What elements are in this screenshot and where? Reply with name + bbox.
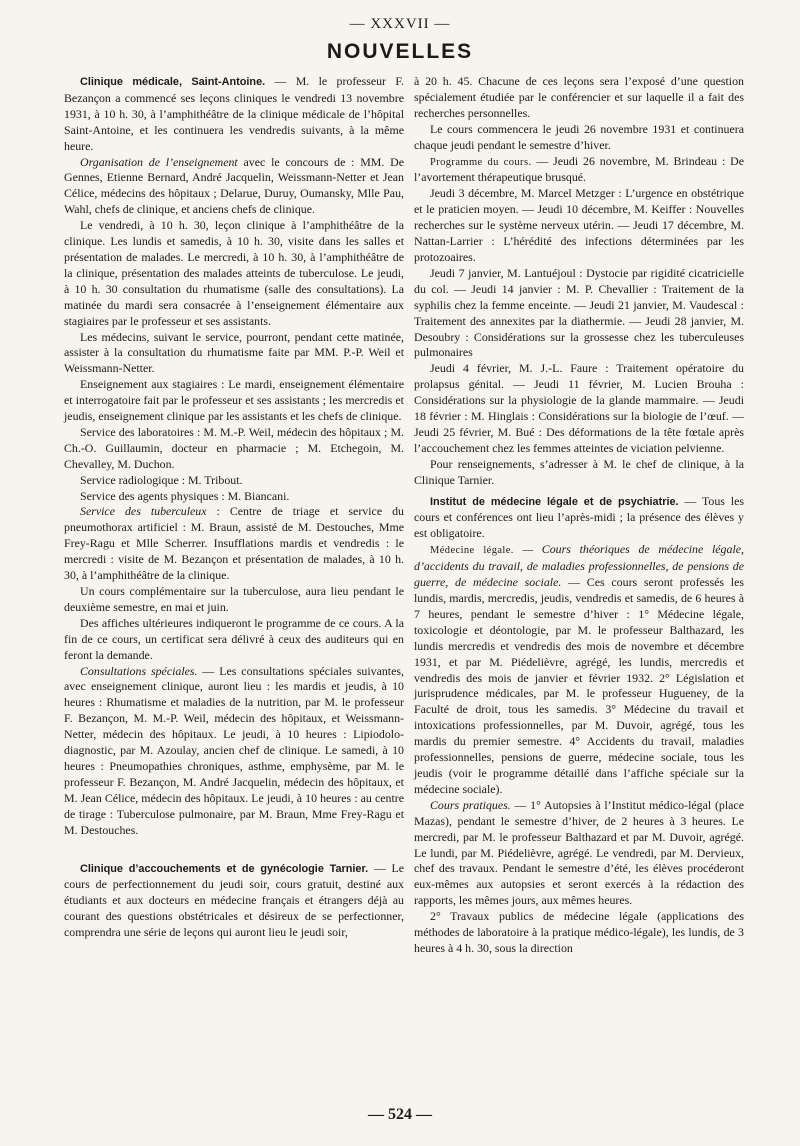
roman-page-number: — XXXVII —: [349, 16, 451, 32]
paragraph: Cours pratiques. — 1° Autopsies à l’Institut médico-légal (place Mazas), pendant le semestre d’hiver, de 2 heures à 3 heures. Le mercredi, par M. le professeur Balthazard et par M. Duvoir, agrégé. Le lundi, par M. Piédelièvre, agrégé. Le vendredi, par M. Dervieux, chef des travaux. Pendant le semestre d’été, les élèves procéderont eux-mêmes aux autopsies et seront exercés à la rédaction des rapports, les mêmes jours, aux mêmes heures.: [414, 797, 744, 908]
paragraph: Service radiologique : M. Tribout.: [80, 472, 243, 487]
paragraph: à 20 h. 45. Chacune de ces leçons sera l’exposé d’une question spécialement étudiée par le conférencier et sur laquelle il a fait des recherches personnelles.: [414, 74, 744, 120]
paragraph: Service des tuberculeux : Centre de triage et service du pneumothorax artificiel : M. Braun, assisté de M. Destouches, Mme Frey-Ragu et Mlle Scherrer. Insufflations mardis et vendredis : le mercredi : visite de M. Bezançon et présentation de malades, à 10 h. 30, à l’amphithéâtre de la clinique.: [64, 504, 404, 583]
paragraph: Enseignement aux stagiaires : Le mardi, enseignement élémentaire et interrogatoire fait par le professeur et ses assistants ; les mercredis et jeudis, enseignement clinique par les assistants et les chefs de clinique.: [64, 377, 404, 424]
paragraph: Les médecins, suivant le service, pourront, pendant cette matinée, assister à la consultation du rhumatisme faite par MM. P.-P. Weil et Weissmann-Netter.: [64, 329, 404, 376]
paragraph: 2° Travaux publics de médecine légale (applications des méthodes de laboratoire à la pratique médico-légale), les lundis, de 3 heures à 4 h. 30, sous la direction: [414, 909, 744, 955]
left-column: [64, 74, 404, 941]
paragraph: Jeudi 3 décembre, M. Marcel Metzger : L’urgence en obstétrique et le praticien moyen. — Jeudi 10 décembre, M. Keiffer : Nouvelles recherches sur le système nerveux utérin. — Jeudi 17 décembre, M. Nattan-Larrier : L’hérédité des infections déterminées par les protozoaires.: [414, 186, 744, 264]
paragraph: Clinique d’accouchements et de gynécologie Tarnier. — Le cours de perfectionnement du jeudi soir, cours gratuit, destiné aux étudiants et aux docteurs en médecine français et étrangers déjà au courant des questions obstétricales et désireux de se perfectionner, comprendra une série de leçons qui auront lieu le jeudi soir,: [64, 860, 404, 940]
paragraph: Programme du cours. — Jeudi 26 novembre, M. Brindeau : De l’avortement thérapeutique brusqué.: [414, 153, 744, 185]
rubric-heading: Clinique d’accouchements et de gynécologie Tarnier.: [80, 862, 369, 875]
paragraph: Institut de médecine légale et de psychiatrie. — Tous les cours et conférences ont lieu l’après-midi ; la présence des élèves y est obligatoire.: [414, 493, 744, 541]
paragraph: Consultations spéciales. — Les consultations spéciales suivantes, avec enseignement clinique, auront lieu : les mardis et jeudis, à 10 heures : Rhumatisme et maladies de la nutrition, par M. le professeur F. Bezançon, M. M.-P. Weil, médecin des hôpitaux, et Weissmann-Netter, médecin des hôpitaux. Le jeudi, à 10 heures : Lipiodolo-diagnostic, par M. Azoulay, ancien chef de clinique. Le samedi, à 10 heures : Pneumopathies chroniques, asthme, emphysème, par M. le professeur F. Bezançon, M. André Jacquelin, médecin des hôpitaux, et M. Jean Célice, médecin des hôpitaux. Le jeudi, à 10 heures : au centre de tirage : Tuberculose pulmonaire, par M. Braun, Mme Frey-Ragu et M. Destouches.: [64, 663, 404, 837]
rubric-heading: Clinique médicale, Saint-Antoine.: [80, 76, 266, 88]
paragraph: Jeudi 7 janvier, M. Lantuéjoul : Dystocie par rigidité cicatricielle du col. — Jeudi 14 janvier : M. P. Chevallier : Traitement de la syphilis chez la femme enceinte. — Jeudi 21 janvier, M. Vaudescal : Traitement des annexites par la diathermie. — Jeudi 28 janvier, M. Desoubry : Considérations sur la grossesse chez les tuberculeuses pulmonaires: [414, 265, 744, 360]
rubric-heading: Institut de médecine légale et de psychiatrie.: [430, 495, 679, 508]
paragraph: Service des agents physiques : M. Biancani.: [80, 488, 290, 503]
paragraph: Le cours commencera le jeudi 26 novembre 1931 et continuera chaque jeudi pendant le semestre d’hiver.: [414, 121, 744, 152]
paragraph: Des affiches ultérieures indiqueront le programme de ce cours. A la fin de ce cours, un certificat sera délivré à ceux des auditeurs qui en feront la demande.: [64, 615, 404, 662]
paragraph: Un cours complémentaire sur la tuberculose, aura lieu pendant le deuxième semestre, en mai et juin.: [64, 584, 404, 614]
paragraph: Pour renseignements, s’adresser à M. le chef de clinique, à la Clinique Tarnier.: [414, 456, 744, 487]
paragraph: Organisation de l’enseignement avec le concours de : MM. De Gennes, Etienne Bernard, André Jacquelin, Weissmann-Netter et Jean Célice, médecins des hôpitaux ; Delarue, Duruy, Oumansky, Mlle Pau, Wahl, chefs de clinique, et anciens chefs de clinique.: [64, 154, 404, 217]
paragraph: Jeudi 4 février, M. J.-L. Faure : Traitement opératoire du prolapsus génital. — Jeudi 11 février, M. Lucien Brouha : Considérations sur la physiologie de la glande mammaire. — Jeudi 18 février : M. Hinglais : Considérations sur la biologie de l’œuf. — Jeudi 25 février, M. Bué : Des déformations de la tête fœtale après l’accouchement chez les femmes atteintes de viciation pelvienne.: [414, 361, 744, 455]
right-column: [414, 74, 744, 957]
paragraph: Médecine légale. — Cours théoriques de médecine légale, d’accidents du travail, de maladies professionnelles, de pensions de guerre, de médecine sociale. — Ces cours seront professés les lundis, mardis, mercredis, jeudis, vendredis et samedis, de 6 heures à 7 heures, pendant le semestre d’hiver : 1° Médecine légale, toxicologie et déontologie, par M. le professeur Balthazard, les lundis mercredis et vendredis des mois de novembre et décembre 1931, et par M. Piédelièvre, agrégé, les lundis, mercredis et vendredis des mois de janvier et février 1932. 2° Législation et jurisprudence médicales, par M. le professeur Hugueney, de la Faculté de droit, tous les samedis. 3° Médecine du travail et intoxications professionnelles, par M. Duvoir, agrégé, tous les mardis du premier semestre. 4° Accidents du travail, maladies professionnelles, pensions de guerre, médecine sociale, tous les jeudis (voir le programme détaillé dans l’affiche spéciale sur la médecine sociale).: [414, 542, 744, 796]
section-title: NOUVELLES: [326, 40, 474, 63]
page-number: — 524 —: [368, 1106, 432, 1123]
paragraph: Clinique médicale, Saint-Antoine. — M. le professeur F. Bezançon a commencé ses leçons cliniques le vendredi 13 novembre 1931, à 10 h. 30, à l’amphithéâtre de la clinique médicale de l’hôpital Saint-Antoine, et les continuera les vendredis suivants, à la même heure.: [64, 74, 404, 153]
paragraph: Le vendredi, à 10 h. 30, leçon clinique à l’amphithéâtre de la clinique. Les lundis et samedis, à 10 h. 30, visite dans les salles et présentation de malades. Le mercredi, à 10 h. 30, à l’amphithéâtre de la clinique, présentation des malades atteints de tuberculose. Le jeudi, à 10 h. 30 consultation du rhumatisme (salle des consultations). La matinée du mardi sera consacrée à l’enseignement élémentaire aux stagiaires par le professeur et ses assistants.: [64, 218, 404, 328]
paragraph: Service des laboratoires : M. M.-P. Weil, médecin des hôpitaux ; M. Ch.-O. Guillaumin, docteur en pharmacie ; M. Etchegoin, M. Chevalley, M. Duchon.: [64, 424, 404, 471]
